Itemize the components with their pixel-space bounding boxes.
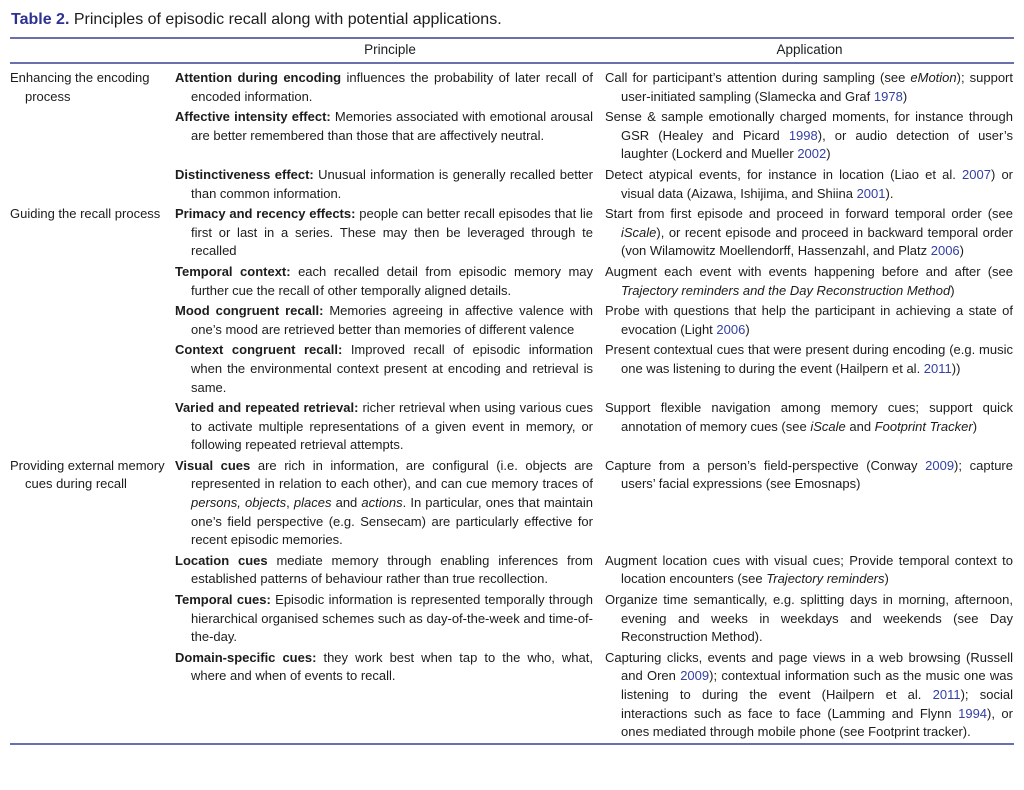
text-segment: ) <box>902 88 908 104</box>
text-segment: Present contextual cues that were present during encoding (e.g. music one was listening to during the event (Hailpern et al. <box>605 342 1013 376</box>
principle-cell <box>175 340 605 398</box>
text-segment: richer retrieval when using various cues to activate multiple representations of a given event in memory, or following repeated retrieval attempts. <box>191 400 593 453</box>
citation-link[interactable]: 2001 <box>856 185 886 201</box>
group-label: Guiding the recall process <box>10 206 161 222</box>
application-cell <box>605 551 1014 590</box>
text-segment: Probe with questions that help the participant in achieving a state of evocation (Light <box>605 303 1013 337</box>
principle-cell <box>175 301 605 340</box>
text-segment: ); capture users’ facial expressions (see Emosnaps) <box>621 457 1013 492</box>
citation-link[interactable]: 2009 <box>680 668 710 684</box>
principle-cell <box>175 165 605 204</box>
text-segment: ) <box>959 243 964 259</box>
text-segment: mediate memory through enabling inferences from established patterns of behaviour rather than true recollection. <box>191 552 593 587</box>
text-segment: Affective intensity effect: <box>175 109 331 125</box>
principle-cell <box>175 398 605 456</box>
text-segment: Primacy and recency effects: <box>175 206 356 222</box>
application-cell <box>605 165 1014 204</box>
text-segment: )) <box>951 360 961 376</box>
text-segment: ) <box>950 282 955 298</box>
text-segment: Location cues <box>175 552 268 568</box>
citation-link[interactable]: 2006 <box>716 321 746 337</box>
text-segment: ). <box>885 185 894 201</box>
text-segment: Footprint Tracker <box>874 418 973 434</box>
text-segment: Memories agreeing in affective valence with one’s mood are retrieved better than memories of different valence <box>191 303 593 337</box>
text-segment: iScale <box>810 418 846 434</box>
text-segment: Improved recall of episodic information when the environmental context present at encoding and retrieval is same. <box>191 342 593 395</box>
principle-cell <box>175 262 605 301</box>
text-segment: eMotion <box>910 70 957 85</box>
citation-link[interactable]: 1998 <box>788 127 818 143</box>
text-segment: ), or audio detection of user’s laughter (Lockerd and Mueller <box>621 127 1013 162</box>
text-segment: each recalled detail from episodic memory may further cue the recall of other temporally aligned details. <box>191 263 593 298</box>
application-cell <box>605 107 1014 165</box>
group-label: Enhancing the encoding process <box>10 70 150 104</box>
principle-cell <box>175 63 605 107</box>
citation-link[interactable]: 2007 <box>962 166 991 182</box>
citation-link[interactable]: 2006 <box>930 243 960 259</box>
text-segment: Distinctiveness effect: <box>175 166 314 182</box>
application-cell <box>605 456 1014 551</box>
text-segment: Attention during encoding <box>175 70 342 85</box>
text-segment: Detect atypical events, for instance in location (Liao et al. <box>605 166 963 182</box>
text-segment: Capture from a person’s field-perspective (Conway <box>605 457 926 473</box>
text-segment: Temporal cues: <box>175 592 271 608</box>
text-segment: are rich in information, are configural (i.e. objects are represented in relation to each other), and can cue memory traces of <box>191 457 593 492</box>
header-row <box>10 38 1014 63</box>
text-segment: Organize time semantically, e.g. splitting days in morning, afternoon, evening and weeks in weekdays and weekends (see Day Reconstruction Method). <box>605 592 1013 645</box>
application-cell <box>605 340 1014 398</box>
text-segment: Augment location cues with visual cues; Provide temporal context to location encounters (see <box>605 552 1013 587</box>
text-segment: Support flexible navigation among memory cues; support quick annotation of memory cues (see <box>605 400 1013 434</box>
table-row <box>10 63 1014 107</box>
citation-link[interactable]: 2011 <box>923 360 952 376</box>
text-segment: iScale <box>621 224 657 240</box>
text-segment: Capturing clicks, events and page views in a web browsing (Russell and Oren <box>605 649 1013 684</box>
text-segment: ) or visual data (Aizawa, Ishijima, and Shiina <box>621 166 1014 201</box>
text-segment: ), or ones mediated through mobile phone (see Footprint tracker). <box>621 705 1013 740</box>
table-caption-label: Table 2. <box>11 11 70 28</box>
text-segment: influences the probability of later recall of encoded information. <box>191 70 593 104</box>
principle-cell <box>175 204 605 262</box>
text-segment: they work best when tap to the who, what, where and when of events to recall. <box>191 649 593 684</box>
application-cell <box>605 301 1014 340</box>
text-segment: Call for participant’s attention during sampling (see <box>605 70 911 85</box>
citation-link[interactable]: 2009 <box>925 457 955 473</box>
principle-cell <box>175 590 605 648</box>
text-segment: Temporal context: <box>175 263 291 279</box>
application-cell <box>605 398 1014 456</box>
citation-link[interactable]: 1978 <box>873 88 903 104</box>
text-segment: ); social interactions such as face to face (Lamming and Flynn <box>621 687 1013 721</box>
application-cell <box>605 204 1014 262</box>
text-segment: people can better recall episodes that lie first or last in a series. These may then be leveraged through te recalled <box>191 206 593 259</box>
principle-cell <box>175 456 605 551</box>
column-header-empty <box>10 38 175 63</box>
text-segment: ), or recent episode and proceed in backward temporal order (von Wilamowitz Moellendorff, Hassenzahl, and Platz <box>621 224 1013 259</box>
text-segment: Context congruent recall: <box>175 342 343 358</box>
column-header-application: Application <box>605 38 1014 63</box>
group-label: Providing external memory cues during recall <box>10 457 165 492</box>
table-body <box>10 63 1014 744</box>
citation-link[interactable]: 1994 <box>958 705 988 721</box>
table-caption <box>11 10 1014 30</box>
text-segment: and <box>845 418 875 434</box>
text-segment: actions <box>361 495 403 511</box>
text-segment: Varied and repeated retrieval: <box>175 400 359 416</box>
text-segment: and <box>331 495 362 511</box>
table-row <box>10 456 1014 551</box>
principle-cell <box>175 107 605 165</box>
text-segment: Trajectory reminders and the Day Reconstruction Method <box>621 282 951 298</box>
text-segment: ); contextual information such as the music one was listening to during the event (Hailpern et al. <box>621 668 1013 702</box>
application-cell <box>605 648 1014 744</box>
text-segment: Unusual information is generally recalled better than common information. <box>191 166 593 201</box>
table-header <box>10 38 1014 63</box>
text-segment: ) <box>972 418 978 434</box>
application-cell <box>605 63 1014 107</box>
text-segment: ) <box>745 321 750 337</box>
principle-cell <box>175 551 605 590</box>
text-segment: , <box>286 495 294 511</box>
application-cell <box>605 262 1014 301</box>
text-segment: persons, objects <box>191 495 287 511</box>
citation-link[interactable]: 2011 <box>932 687 961 702</box>
table-caption-text: Principles of episodic recall along with potential applications. <box>69 11 502 28</box>
text-segment: Start from first episode and proceed in forward temporal order (see <box>605 206 1013 222</box>
text-segment: Trajectory reminders <box>766 571 885 587</box>
text-segment: Domain-specific cues: <box>175 649 317 665</box>
text-segment: Sense & sample emotionally charged moments, for instance through GSR (Healey and Picard <box>605 109 1013 143</box>
text-segment: Visual cues <box>175 457 251 473</box>
principle-cell <box>175 648 605 744</box>
text-segment: ); support user-initiated sampling (Slamecka and Graf <box>621 70 1013 104</box>
text-segment: Augment each event with events happening before and after (see <box>605 263 1013 279</box>
text-segment: Memories associated with emotional arousal are better remembered than those that are affectively neutral. <box>191 109 593 143</box>
text-segment: ) <box>826 146 831 162</box>
application-cell <box>605 590 1014 648</box>
text-segment: Mood congruent recall: <box>175 303 324 319</box>
table-row <box>10 204 1014 262</box>
text-segment: ) <box>884 571 889 587</box>
citation-link[interactable]: 2002 <box>797 146 827 162</box>
principles-table <box>10 37 1014 745</box>
text-segment: places <box>293 495 332 511</box>
text-segment: . In particular, ones that maintain one’s field perspective (e.g. Sensecam) are particularly effective for recent episodic memories. <box>191 495 593 548</box>
text-segment: Episodic information is represented temporally through hierarchical organised schemes such as day-of-the-week and time-of-the-day. <box>191 592 593 645</box>
column-header-principle: Principle <box>175 38 605 63</box>
